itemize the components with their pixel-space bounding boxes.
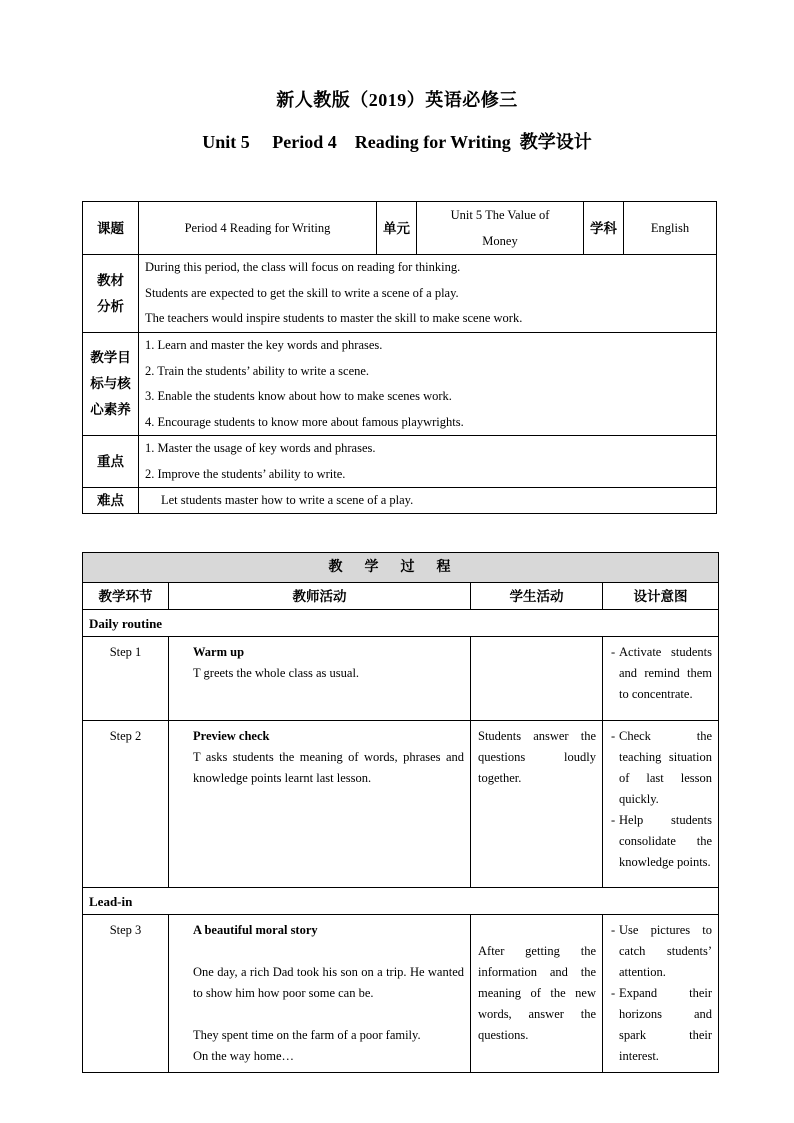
intent-item: - Expand their horizons and spark their interest. <box>611 986 712 1063</box>
key-content <box>139 436 717 488</box>
goals-label: 教学目 标与核 心素养 <box>83 333 139 436</box>
activity-title: Preview check <box>193 729 270 743</box>
info-row-goals <box>83 333 717 436</box>
document-subtitle <box>0 128 794 154</box>
col-intent: 设计意图 <box>603 583 719 610</box>
col-teacher: 教师活动 <box>169 583 471 610</box>
unit-value-line2: Money <box>482 234 518 248</box>
info-table <box>82 201 717 514</box>
goals-content <box>139 333 717 436</box>
unit-label: 单元 <box>377 202 417 255</box>
analysis-label: 教材 分析 <box>83 255 139 333</box>
subject-value: English <box>624 202 717 255</box>
key-line: 1. Master the usage of key words and phrases. <box>145 441 376 455</box>
topic-label: 课题 <box>83 202 139 255</box>
activity-text: They spent time on the farm of a poor family. <box>193 1028 421 1042</box>
key-line: 2. Improve the students’ ability to write. <box>145 466 346 481</box>
document-title: 新人教版（2019）英语必修三 <box>276 90 518 110</box>
activity-title: A beautiful moral story <box>193 923 318 937</box>
info-row-key <box>83 436 717 488</box>
process-header: 教学过程 <box>83 553 719 583</box>
intent-item: - Check the teaching situation of last lesson quickly. <box>611 729 712 806</box>
subtitle-period: Period 4 <box>272 132 337 152</box>
goal-line: 2. Train the students’ ability to write a scene. <box>145 363 370 378</box>
student-activity <box>471 637 603 721</box>
activity-text: One day, a rich Dad took his son on a trip. He wanted to show him how poor some can be. <box>193 965 464 1000</box>
col-stage: 教学环节 <box>83 583 169 610</box>
topic-value: Period 4 Reading for Writing <box>139 202 377 255</box>
analysis-line: Students are expected to get the skill to write a scene of a play. <box>145 285 459 300</box>
section-row-daily <box>83 610 719 637</box>
unit-value <box>417 202 584 255</box>
column-header-row <box>83 583 719 610</box>
step-row <box>83 721 719 888</box>
analysis-line: The teachers would inspire students to master the skill to make scene work. <box>145 311 523 326</box>
teacher-activity <box>169 915 471 1073</box>
design-intent <box>603 721 719 888</box>
activity-text: T asks students the meaning of words, phrases and knowledge points learnt last lesson. <box>193 750 464 785</box>
design-intent <box>603 637 719 721</box>
step-row <box>83 637 719 721</box>
process-table <box>82 552 719 1073</box>
teacher-activity <box>169 637 471 721</box>
student-activity <box>471 915 603 1073</box>
intent-item: - Help students consolidate the knowledge points. <box>611 813 712 869</box>
unit-value-line1: Unit 5 The Value of <box>450 208 550 222</box>
student-text: After getting the information and the meaning of the new words, answer the questions. <box>478 944 596 1042</box>
subtitle-design: 教学设计 <box>519 132 592 152</box>
intent-item: - Activate students and remind them to concentrate. <box>611 645 712 701</box>
col-student: 学生活动 <box>471 583 603 610</box>
subtitle-unit: Unit 5 <box>202 132 250 152</box>
difficulty-label: 难点 <box>83 488 139 514</box>
analysis-content <box>139 255 717 333</box>
info-row-difficulty <box>83 488 717 514</box>
process-header-row <box>83 553 719 583</box>
key-label: 重点 <box>83 436 139 488</box>
activity-text: T greets the whole class as usual. <box>193 666 360 680</box>
goal-line: 4. Encourage students to know more about famous playwrights. <box>145 414 464 429</box>
section-row-leadin <box>83 888 719 915</box>
goal-line: 3. Enable the students know about how to make scenes work. <box>145 389 452 403</box>
info-row-analysis <box>83 255 717 333</box>
design-intent <box>603 915 719 1073</box>
step-row <box>83 915 719 1073</box>
subject-label: 学科 <box>584 202 624 255</box>
goal-line: 1. Learn and master the key words and phrases. <box>145 338 383 352</box>
step-label: Step 2 <box>83 721 169 888</box>
step-label: Step 1 <box>83 637 169 721</box>
subtitle-reading: Reading for Writing <box>354 132 511 152</box>
intent-item: - Use pictures to catch students’ attention. <box>611 923 712 979</box>
activity-text: On the way home… <box>193 1049 295 1063</box>
analysis-line: During this period, the class will focus on reading for thinking. <box>145 260 461 275</box>
step-label: Step 3 <box>83 915 169 1073</box>
section-lead-in: Lead-in <box>83 888 719 915</box>
student-activity: Students answer the questions loudly together. <box>471 721 603 888</box>
section-daily-routine: Daily routine <box>83 610 719 637</box>
difficulty-content: Let students master how to write a scene of a play. <box>139 488 717 514</box>
info-row-topic <box>83 202 717 255</box>
activity-title: Warm up <box>193 645 245 659</box>
teacher-activity <box>169 721 471 888</box>
